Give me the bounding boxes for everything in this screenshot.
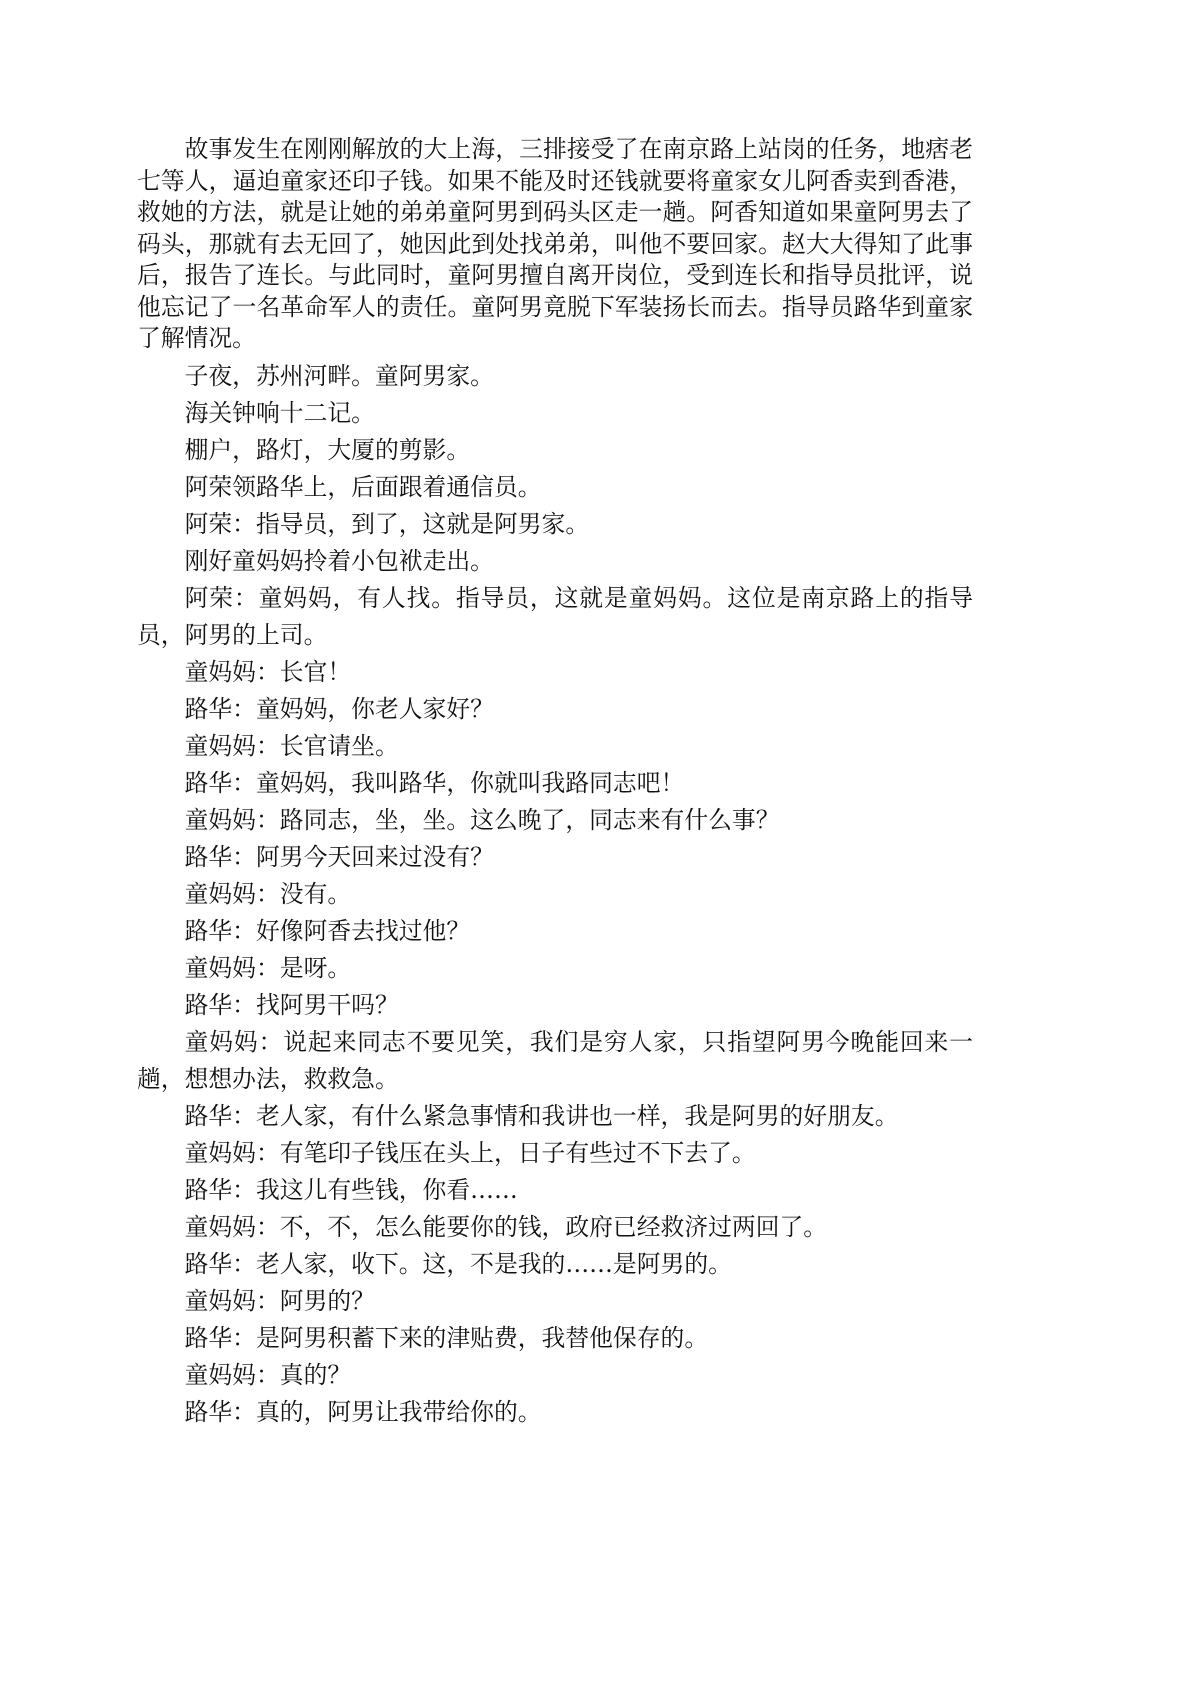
script-line: 童妈妈：有笔印子钱压在头上，日子有些过不下去了。 bbox=[184, 1138, 756, 1167]
script-line: 路华：真的，阿男让我带给你的。 bbox=[184, 1397, 542, 1426]
script-line: 阿荣：童妈妈，有人找。指导员，这就是童妈妈。这位是南京路上的指导员，阿男的上司。 bbox=[137, 583, 973, 649]
script-line: 刚好童妈妈拎着小包袱走出。 bbox=[184, 546, 494, 575]
script-line: 棚户，路灯，大厦的剪影。 bbox=[184, 435, 471, 464]
script-line: 童妈妈：阿男的？ bbox=[184, 1286, 375, 1315]
script-line: 童妈妈：说起来同志不要见笑，我们是穷人家，只指望阿男今晚能回来一趟，想想办法，救救急。 bbox=[137, 1027, 973, 1093]
script-line: 路华：童妈妈，你老人家好？ bbox=[184, 694, 494, 723]
script-line: 路华：好像阿香去找过他？ bbox=[184, 916, 471, 945]
script-line: 路华：老人家，有什么紧急事情和我讲也一样，我是阿男的好朋友。 bbox=[184, 1101, 899, 1130]
script-line: 阿荣领路华上，后面跟着通信员。 bbox=[184, 472, 542, 501]
script-line: 路华：我这儿有些钱，你看…… bbox=[184, 1175, 518, 1204]
script-line: 童妈妈：路同志，坐，坐。这么晚了，同志来有什么事？ bbox=[184, 805, 780, 834]
script-line: 海关钟响十二记。 bbox=[184, 398, 375, 427]
synopsis-paragraph: 故事发生在刚刚解放的大上海，三排接受了在南京路上站岗的任务，地痞老七等人，逼迫童家还印子钱。如果不能及时还钱就要将童家女儿阿香卖到香港，救她的方法，就是让她的弟弟童阿男到码头区走一趟。阿香知道如果童阿男去了码头，那就有去无回了，她因此到处找弟弟，叫他不要回家。赵大大得知了此事后，报告了连长。与此同时，童阿男擅自离开岗位，受到连长和指导员批评，说他忘记了一名革命军人的责任。童阿男竟脱下军装扬长而去。指导员路华到童家了解情况。 bbox=[137, 135, 973, 352]
script-line: 童妈妈：不，不，怎么能要你的钱，政府已经救济过两回了。 bbox=[184, 1212, 828, 1241]
script-line: 子夜，苏州河畔。童阿男家。 bbox=[184, 361, 494, 390]
script-line: 童妈妈：是呀。 bbox=[184, 953, 352, 982]
script-line: 阿荣：指导员，到了，这就是阿男家。 bbox=[184, 509, 590, 538]
script-line: 路华：童妈妈，我叫路华，你就叫我路同志吧！ bbox=[184, 768, 685, 797]
script-line: 童妈妈：没有。 bbox=[184, 879, 352, 908]
script-line: 童妈妈：真的？ bbox=[184, 1360, 352, 1389]
script-line: 路华：找阿男干吗？ bbox=[184, 990, 399, 1019]
script-line: 童妈妈：长官！ bbox=[184, 657, 352, 686]
script-line: 路华：阿男今天回来过没有？ bbox=[184, 842, 494, 871]
script-line: 童妈妈：长官请坐。 bbox=[184, 731, 399, 760]
script-line: 路华：是阿男积蓄下来的津贴费，我替他保存的。 bbox=[184, 1323, 709, 1352]
document-body bbox=[137, 134, 973, 1431]
script-line: 路华：老人家，收下。这，不是我的……是阿男的。 bbox=[184, 1249, 732, 1278]
